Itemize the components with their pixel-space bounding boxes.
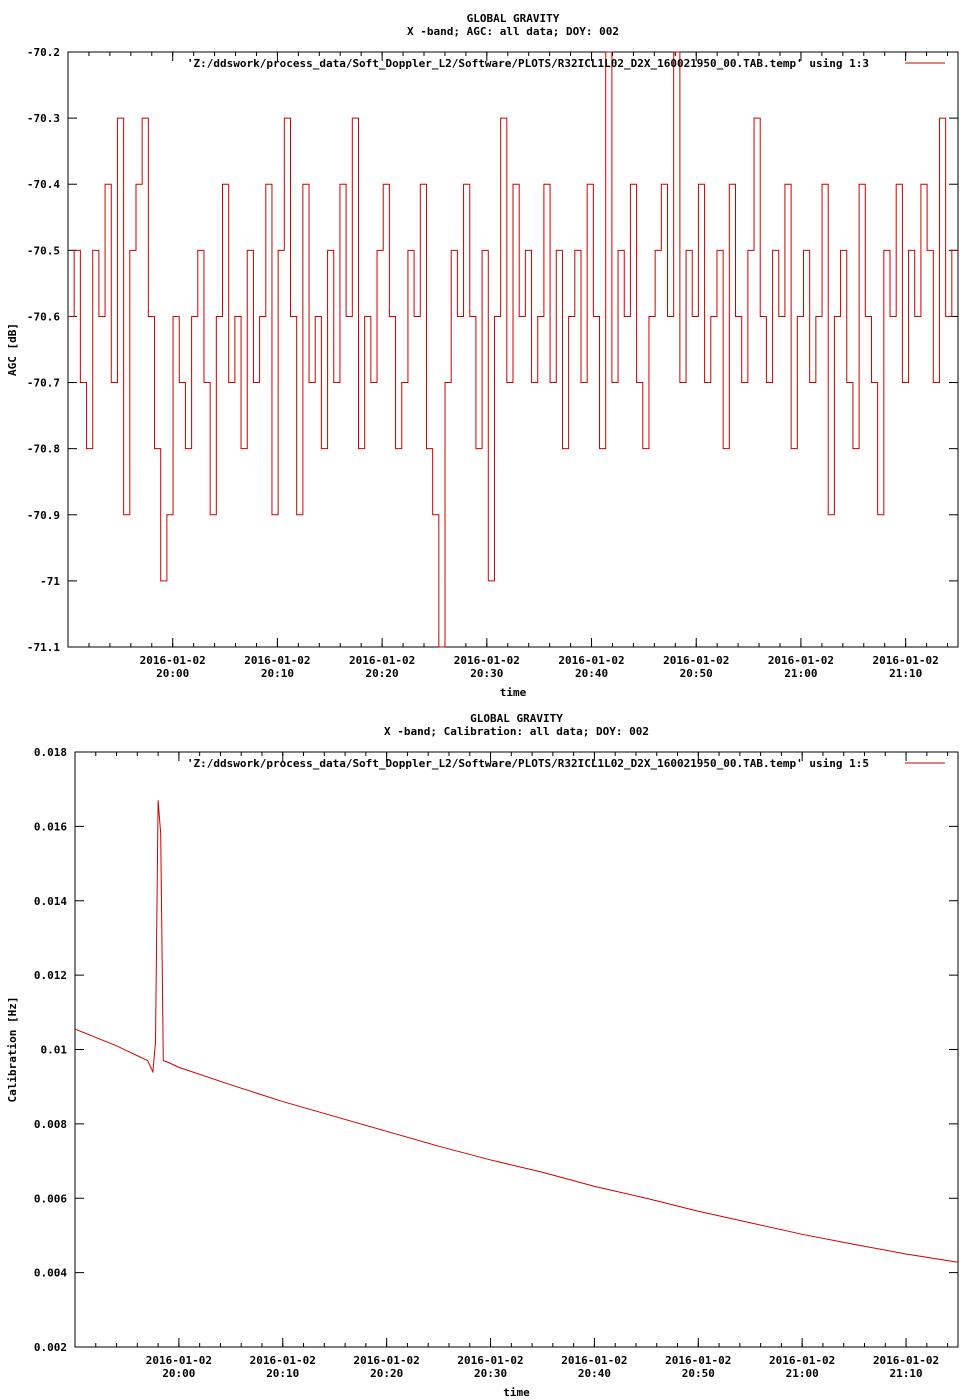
chart0-xtick-time: 20:30 bbox=[470, 667, 504, 680]
chart1-subtitle: X -band; Calibration: all data; DOY: 002 bbox=[384, 725, 649, 738]
chart0-xtick-date: 2016-01-02 bbox=[349, 654, 416, 667]
chart0-ylabel: AGC [dB] bbox=[6, 323, 19, 376]
chart1-ytick-label: 0.018 bbox=[33, 746, 67, 759]
chart1-xtick-time: 20:30 bbox=[473, 1367, 508, 1380]
chart0-xtick-time: 20:10 bbox=[260, 667, 294, 680]
calibration-chart bbox=[0, 700, 980, 1400]
chart0-xtick-time: 20:20 bbox=[365, 667, 399, 680]
chart0-xtick-date: 2016-01-02 bbox=[139, 654, 206, 667]
chart0-xtick-time: 20:40 bbox=[574, 667, 609, 680]
chart0-legend-label: 'Z:/ddswork/process_data/Soft_Doppler_L2/Software/PLOTS/R32ICL1L02_D2X_160021950_00.TAB.temp' using 1:3 bbox=[186, 57, 869, 70]
chart0-ytick-label: -70.8 bbox=[26, 442, 60, 456]
chart0-xtick-date: 2016-01-02 bbox=[244, 654, 311, 667]
chart1-ytick-label: 0.008 bbox=[33, 1117, 67, 1131]
chart1-xtick-time: 20:50 bbox=[681, 1367, 715, 1380]
chart0-ytick-label: -71.1 bbox=[26, 641, 60, 654]
chart1-ytick-label: 0.016 bbox=[33, 820, 67, 834]
chart0-xtick-date: 2016-01-02 bbox=[767, 654, 835, 667]
chart1-xtick-time: 20:10 bbox=[266, 1367, 300, 1380]
chart1-plot-frame bbox=[75, 752, 958, 1347]
chart1-xtick-time: 21:00 bbox=[785, 1367, 819, 1380]
chart0-ytick-label: -70.3 bbox=[26, 112, 60, 126]
chart0-xtick-date: 2016-01-02 bbox=[558, 654, 625, 667]
chart1-xtick-date: 2016-01-02 bbox=[145, 1354, 212, 1367]
chart0-subtitle: X -band; AGC: all data; DOY: 002 bbox=[407, 25, 619, 38]
chart1-ytick-label: 0.012 bbox=[33, 969, 67, 983]
chart1-ytick-label: 0.014 bbox=[33, 894, 67, 908]
chart1-xtick-date: 2016-01-02 bbox=[457, 1354, 524, 1367]
chart1-ytick-label: 0.004 bbox=[33, 1266, 67, 1280]
chart1-xtick-time: 20:20 bbox=[370, 1367, 404, 1380]
chart1-ytick-label: 0.01 bbox=[40, 1043, 67, 1057]
chart1-ytick-label: 0.006 bbox=[33, 1192, 67, 1206]
chart0-ytick-label: -71 bbox=[40, 574, 60, 588]
chart1-legend-label: 'Z:/ddswork/process_data/Soft_Doppler_L2/Software/PLOTS/R32ICL1L02_D2X_160021950_00.TAB.temp' using 1:5 bbox=[186, 757, 869, 770]
chart1-xtick-time: 20:00 bbox=[162, 1367, 196, 1380]
chart0-ytick-label: -70.7 bbox=[26, 376, 60, 390]
chart1-ylabel: Calibration [Hz] bbox=[6, 996, 19, 1103]
chart1-xtick-date: 2016-01-02 bbox=[353, 1354, 420, 1367]
chart0-title: GLOBAL GRAVITY bbox=[466, 12, 560, 25]
chart1-title: GLOBAL GRAVITY bbox=[470, 712, 563, 725]
chart0-xtick-date: 2016-01-02 bbox=[663, 654, 730, 667]
chart1-xtick-date: 2016-01-02 bbox=[561, 1354, 628, 1367]
chart1-xtick-time: 21:10 bbox=[889, 1367, 923, 1380]
chart1-xtick-date: 2016-01-02 bbox=[665, 1354, 732, 1367]
chart0-ytick-label: -70.5 bbox=[26, 244, 60, 258]
chart1-ytick-label: 0.002 bbox=[33, 1341, 67, 1354]
chart0-ytick-label: -70.6 bbox=[26, 310, 60, 324]
chart1-xtick-date: 2016-01-02 bbox=[249, 1354, 316, 1367]
chart0-xtick-time: 21:00 bbox=[784, 667, 818, 680]
chart1-xtick-date: 2016-01-02 bbox=[769, 1354, 836, 1367]
chart0-xlabel: time bbox=[499, 686, 527, 699]
chart0-ytick-label: -70.2 bbox=[26, 46, 60, 59]
chart0-xtick-time: 20:50 bbox=[679, 667, 713, 680]
chart0-xtick-time: 20:00 bbox=[156, 667, 190, 680]
chart0-xtick-date: 2016-01-02 bbox=[453, 654, 520, 667]
chart0-ytick-label: -70.9 bbox=[26, 508, 60, 522]
chart0-series-line bbox=[68, 52, 958, 647]
chart0-xtick-date: 2016-01-02 bbox=[872, 654, 939, 667]
chart1-xtick-time: 20:40 bbox=[577, 1367, 611, 1380]
chart0-xtick-time: 21:10 bbox=[889, 667, 923, 680]
chart1-xtick-date: 2016-01-02 bbox=[872, 1354, 940, 1367]
chart1-xlabel: time bbox=[503, 1386, 530, 1399]
chart1-series-line bbox=[75, 800, 958, 1262]
chart0-ytick-label: -70.4 bbox=[26, 178, 60, 192]
